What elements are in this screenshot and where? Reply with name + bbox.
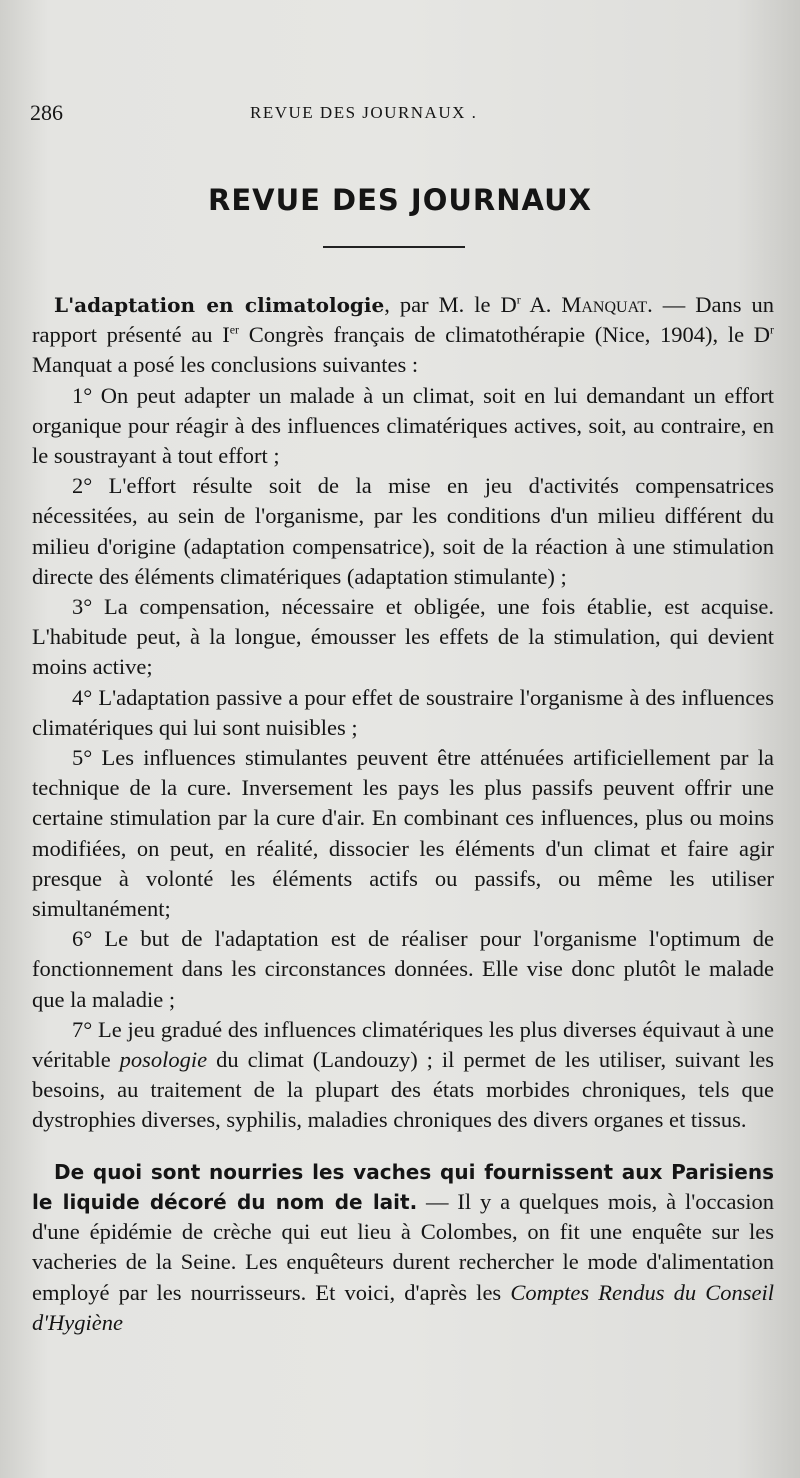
article-title: L'adaptation en climatologie	[54, 293, 385, 317]
author-name: Manquat	[561, 292, 648, 317]
running-title: REVUE DES JOURNAUX .	[250, 103, 478, 122]
article-intro: L'adaptation en climatologie, par M. le $D^r$ A. Manquat. — Dans un rapport présenté au Ier Congrès français de climatothérapie (Nice, 1904), le $D^r$ Manquat a posé les conclusions suivantes :	[32, 292, 774, 378]
conclusion-item: 5° Les influences stimulantes peuvent être atténuées artificiellement par la technique de la cure. Inversement les pays les plus passifs peuvent offrir une certaine stimulation par la cure d'air. En combinant ces influences, plus ou moins modifiées, on peut, en réalité, dissocier les éléments d'un climat et faire agir presque à volonté les éléments actifs ou passifs, ou même les utiliser simultanément;	[32, 745, 774, 922]
running-head	[30, 100, 770, 130]
conclusion-item: 4° L'adaptation passive a pour effet de soustraire l'organisme à des influences climatériques qui lui sont nuisibles ;	[32, 684, 774, 740]
conclusion-item: 7° Le jeu gradué des influences climatériques les plus diverses équivaut à une véritable posologie du climat (Landouzy) ; il permet de les utiliser, suivant les besoins, au traitement de la plupart des états morbides chroniques, tels que dystrophies diverses, syphilis, maladies chroniques des divers organes et tissus.	[32, 1016, 774, 1133]
article-intro: De quoi sont nourries les vaches qui fournissent aux Parisiens le liquide décoré du nom de lait. — Il y a quelques mois, à l'occasion d'une épidémie de crèche qui eut lieu à Colombes, on fit une enquête sur les vacheries de la Seine. Les enquêteurs durent rechercher le mode d'alimentation employé par les nourrisseurs. Et voici, d'après les Comptes Rendus du Conseil d'Hygiène	[32, 1159, 774, 1335]
title-rule	[323, 246, 465, 248]
page-number: 286	[30, 100, 63, 125]
conclusion-item: 6° Le but de l'adaptation est de réaliser pour l'organisme l'optimum de fonctionnement dans les circonstances données. Elle vise donc plutôt le malade que la maladie ;	[32, 926, 774, 1012]
body-text	[32, 290, 774, 1338]
conclusion-item: 1° On peut adapter un malade à un climat, soit en lui demandant un effort organique pour réagir à des influences climatériques actives, soit, au contraire, en le soustrayant à tout effort ;	[32, 382, 774, 469]
article-title: De quoi sont nourries les vaches qui fournissent aux Parisiens le liquide décoré du nom de lait.	[32, 1159, 774, 1214]
conclusion-item: 2° L'effort résulte soit de la mise en jeu d'activités compensatrices nécessitées, au sein de l'organisme, par les conditions d'un milieu différent du milieu d'origine (adaptation compensatrice), soit de la réaction à une stimulation directe des éléments climatériques (adaptation stimulante) ;	[32, 473, 774, 589]
conclusion-item: 3° La compensation, nécessaire et obligée, une fois établie, est acquise. L'habitude peut, à la longue, émousser les effets de la stimulation, qui devient moins active;	[32, 594, 774, 680]
section-title: REVUE DES JOURNAUX	[208, 183, 592, 217]
